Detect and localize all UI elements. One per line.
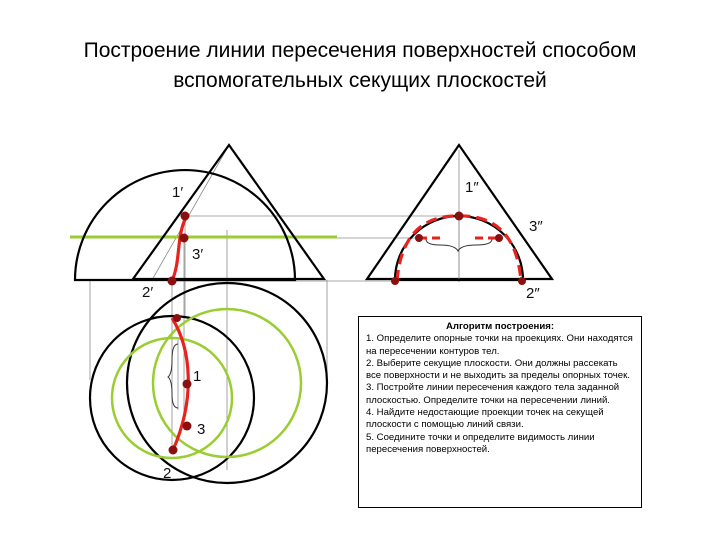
algorithm-step-2: 2. Выберите секущие плоскости. Они должны рассекать все поверхности и не выходить за пределы опорных точек. (366, 357, 630, 382)
algorithm-step-1: 1. Определите опорные точки на проекциях. Они находятся на пересечении контуров тел. (366, 333, 633, 357)
algorithm-step-4: 4. Найдите недостающие проекции точек на секущей плоскости с помощью линий связи. (366, 407, 604, 431)
point-1-side (455, 212, 464, 221)
title-line-1: Построение линии пересечения поверхностей способом (83, 39, 637, 62)
point-2-side-left (391, 277, 399, 285)
point-2-side-right (518, 277, 526, 285)
point-1-top (183, 380, 192, 389)
point-2-top (169, 446, 178, 455)
label-1-side: 1″ (465, 179, 479, 196)
label-1-top: 1 (193, 368, 202, 385)
point-3-side-right (495, 234, 503, 242)
point-1-top-upper (173, 314, 181, 322)
algorithm-step-3: 3. Постройте линии пересечения каждого тела заданной плоскостью. Определите точки на пересечении линий. (366, 382, 620, 406)
front-cone-outline (133, 145, 324, 279)
label-2-front: 2′ (142, 284, 154, 301)
label-3-front: 3′ (192, 246, 204, 263)
label-1-front: 1′ (172, 184, 184, 201)
label-2-top: 2 (163, 465, 172, 482)
title-line-2: вспомогательных секущих плоскостей (173, 69, 547, 92)
label-3-top: 3 (197, 421, 206, 438)
label-2-side: 2″ (526, 285, 540, 302)
point-3-top (183, 422, 192, 431)
algorithm-title: Алгоритм построения: (445, 321, 555, 332)
label-3-side: 3″ (529, 218, 543, 235)
point-2-front (168, 277, 177, 286)
point-3-front (180, 234, 189, 243)
point-3-side-left (415, 234, 423, 242)
top-view (90, 283, 327, 483)
algorithm-step-5: 5. Соедините точки и определите видимость линии пересечения поверхностей. (366, 431, 595, 455)
point-1-front (181, 212, 190, 221)
algorithm-box (358, 316, 642, 508)
